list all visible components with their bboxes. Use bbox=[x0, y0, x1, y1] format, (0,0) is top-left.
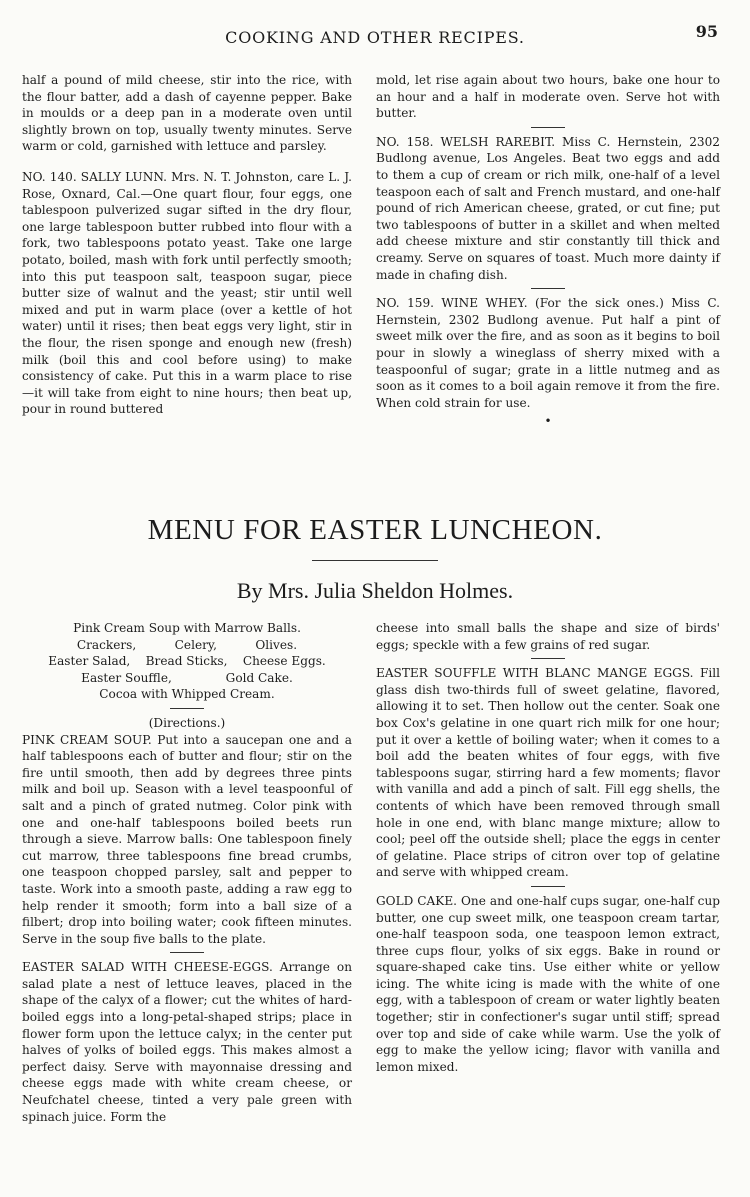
separator-rule bbox=[531, 127, 565, 128]
menu-item: Easter Souffle, Gold Cake. bbox=[81, 670, 293, 685]
bottom-right-column bbox=[376, 620, 720, 1075]
separator-rule bbox=[531, 886, 565, 887]
menu-byline: By Mrs. Julia Sheldon Holmes. bbox=[236, 578, 514, 603]
recipe-easter-souffle: EASTER SOUFFLE WITH BLANC MANGE EGGS. Fill glass dish two-thirds full of sweet gelatine, flavored, allowing it to set. Then hollow out the center. Soak one box Cox's gelatine in one quart rich milk for one hour; put it over a kettle of boiling water; when it comes to a boil add the beaten whites of four eggs, with five tablespoons sugar, stirring hard a few moments; flavor with vanilla and add a pinch of salt. Fill egg shells, the contents of which have been removed through small hole in one end, with blanc mange mixture; allow to cool; peel off the outside shell; place the eggs in center of gelatine. Place strips of citron over top of gelatine and serve with whipped cream. bbox=[376, 666, 720, 880]
rice-recipe-ending: half a pound of mild cheese, stir into the rice, with the flour batter, add a dash of cayenne pepper. Bake in moulds or a deep pan in a moderate oven until slightly brown on top, usually twenty minutes. Serve warm or cold, garnished with lettuce and parsley. bbox=[22, 73, 352, 154]
menu-item: Pink Cream Soup with Marrow Balls. bbox=[73, 621, 301, 635]
recipe-easter-salad: EASTER SALAD WITH CHEESE-EGGS. Arrange on salad plate a nest of lettuce leaves, placed in the shape of the calyx of a flower; cut the whites of hard-boiled eggs into a long-petal-shaped strips; place in flower form upon the lettuce calyx; in the center put halves of yolks of boiled eggs. This makes almost a perfect daisy. Serve with mayonnaise dressing and cheese eggs made with white cream cheese, or Neufchatel cheese, tinted a very pale green with spinach juice. Form the bbox=[22, 960, 352, 1124]
top-left-column bbox=[22, 72, 352, 418]
separator-rule bbox=[531, 658, 565, 659]
recipe-sally-lunn: NO. 140. SALLY LUNN. Mrs. N. T. Johnston, care L. J. Rose, Oxnard, Cal.—One quart flour, four eggs, one tablespoon pulverized sugar sifted in the dry flour, one large tablespoon butter rubbed into flour with a fork, two tablespoons potato yeast. Take one large potato, boiled, mash with fork until perfectly smooth; into this put teaspoon salt, teaspoon sugar, piece butter size of walnut and the yeast; stir until well mixed and put in warm place (over a kettle of hot water) until it rises; then beat eggs very light, stir in the flour, the risen sponge and enough new (fresh) milk (boil this and cool before using) to make consistency of cake. Put this in a warm place to rise—it will take from eight to nine hours; then beat up, pour in round buttered bbox=[22, 169, 352, 417]
menu-title: MENU FOR EASTER LUNCHEON. bbox=[147, 514, 603, 546]
decorative-dot: • bbox=[544, 414, 552, 429]
separator-rule bbox=[531, 288, 565, 289]
separator-rule bbox=[170, 708, 204, 709]
menu-item: Crackers, Celery, Olives. bbox=[76, 637, 298, 652]
page-number: 95 bbox=[695, 22, 718, 41]
menu-item: Cocoa with Whipped Cream. bbox=[99, 687, 275, 702]
title-rule bbox=[312, 560, 438, 561]
directions-label: (Directions.) bbox=[148, 715, 226, 730]
menu-item: Easter Salad, Bread Sticks, Cheese Eggs. bbox=[48, 654, 326, 669]
recipe-welsh-rarebit: NO. 158. WELSH RAREBIT. Miss C. Hernstein, 2302 Budlong avenue, Los Angeles. Beat two eggs and add to them a cup of cream or rich milk, one-half of a level teaspoon each of salt and French mustard, and one-half pound of rich American cheese, grated, or cut fine; put two tablespoons of butter in a skillet and when melted add cheese mixture and stir constantly till thick and creamy. Serve on squares of toast. Much more dainty if made in chafing dish. bbox=[376, 134, 720, 282]
recipe-gold-cake: GOLD CAKE. One and one-half cups sugar, one-half cup butter, one cup sweet milk, one teaspoon cream tartar, one-half teaspoon soda, one teaspoon lemon extract, three cups flour, yolks of six eggs. Bake in round or square-shaped cake tins. Use either white or yellow icing. The white icing is made with the white of one egg, with a tablespoon of cream or water lightly beaten together; stir in confectioner's sugar until stiff; spread over top and side of cake while warm. Use the yolk of egg to make the yellow icing; flavor with vanilla and lemon mixed. bbox=[376, 893, 720, 1074]
bottom-left-column bbox=[22, 620, 352, 1125]
top-right-column bbox=[376, 72, 720, 430]
menu-list bbox=[22, 620, 352, 703]
separator-rule bbox=[170, 952, 204, 953]
easter-salad-continued: cheese into small balls the shape and size of birds' eggs; speckle with a few grains of red sugar. bbox=[376, 621, 720, 652]
recipe-pink-cream-soup: PINK CREAM SOUP. Put into a saucepan one and a half tablespoons each of butter and flour; stir on the fire until smooth, then add by degrees three pints milk and boil up. Season with a level teaspoonful of salt and a pinch of grated nutmeg. Color pink with one and one-half tablespoons boiled beets run through a sieve. Marrow balls: One tablespoon finely cut marrow, three tablespoons fine bread crumbs, one teaspoon chopped parsley, salt and pepper to taste. Work into a smooth paste, adding a raw egg to help render it smooth; form into a ball size of a filbert; drop into boiling water; cook fifteen minutes. Serve in the soup five balls to the plate. bbox=[22, 732, 352, 946]
recipe-wine-whey: NO. 159. WINE WHEY. (For the sick ones.) Miss C. Hernstein, 2302 Budlong avenue. Put half a pint of sweet milk over the fire, and as soon as it begins to boil pour in slowly a wineglass of sherry mixed with a teaspoonful of sugar; grate in a little nutmeg and as soon as it comes to a boil again remove it from the fire. When cold strain for use. bbox=[376, 296, 720, 410]
sally-lunn-continued: mold, let rise again about two hours, bake one hour to an hour and a half in moderate oven. Serve hot with butter. bbox=[376, 73, 720, 121]
running-title: COOKING AND OTHER RECIPES. bbox=[225, 28, 525, 47]
